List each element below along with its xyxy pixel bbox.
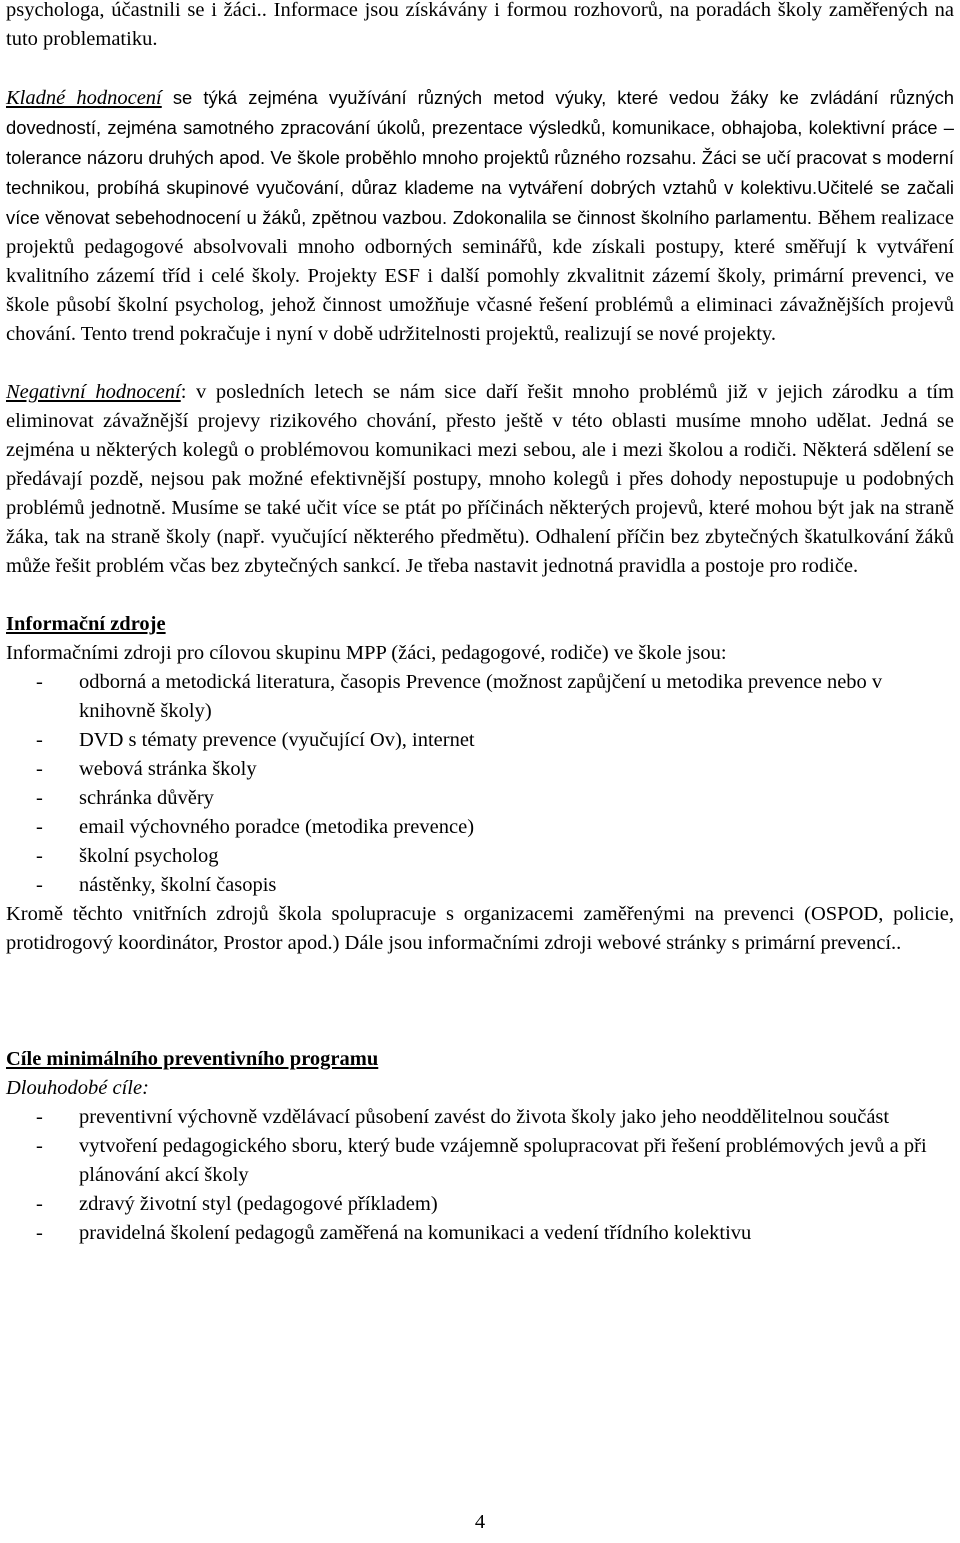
intro-text: psychologa, účastnili se i žáci.. Informace jsou získávány i formou rozhovorů, na poradách školy zaměřených na tuto problematiku. (6, 0, 954, 50)
list-item: - webová stránka školy (6, 755, 954, 784)
list-item: - vytvoření pedagogického sboru, který bude vzájemně spolupracovat při řešení problémových jevů a při plánování akcí školy (6, 1132, 954, 1190)
positive-evaluation-text-b: Ve škole proběhlo mnoho projektů různého rozsahu. Žáci se učí pracovat s moderní technikou, probíhá skupinové vyučování, důraz klademe na vytváření dobrých vztahů v kolektivu.Učitelé se začali více věnovat sebehodnocení u žáků, zpětnou vazbou. Zdokonalila se činnost školního parlamentu. (6, 147, 954, 228)
positive-evaluation-text-a: se týká zejména využívání různých metod výuky, které vedou žáky ke zvládání různých dovedností, zejména samotného zpracování úkolů, prezentace výsledků, komunikace, obhajoba, kolektivní práce – tolerance názoru druhých apod. (6, 87, 954, 168)
positive-evaluation-label: Kladné hodnocení (6, 87, 162, 109)
list-item: - schránka důvěry (6, 784, 954, 813)
long-term-goals-list (6, 1103, 954, 1248)
document-page (6, 0, 954, 1248)
long-term-goals-subheading: Dlouhodobé cíle: (6, 1077, 149, 1099)
intro-paragraph (6, 0, 954, 54)
list-item: - pravidelná školení pedagogů zaměřená na komunikaci a vedení třídního kolektivu (6, 1219, 954, 1248)
negative-evaluation-text: : v posledních letech se nám sice daří řešit mnoho problémů již v jejich zárodku a tím eliminovat závažnější projevy rizikového chování, přesto ještě v této oblasti musíme mnoho udělat. Jedná se zejména u některých kolegů o problémovou komunikaci mezi sebou, ale i mezi školou a rodiči. Některá sdělení se předávají pozdě, nejsou pak možné efektivnější postupy, mnoho kolegů i přes dohody nepostupuje u podobných problémů jednotně. Musíme se také učit více se ptát po příčinách některých projevů, které mohou být jak na straně žáka, tak na straně školy (např. vyučující některého předmětu). Odhalení příčin bez zbytečných škatulkování žáků může řešit problém včas bez zbytečných sankcí. Je třeba nastavit jednotná pravidla a postoje pro rodiče. (6, 381, 955, 577)
list-item: - odborná a metodická literatura, časopis Prevence (možnost zapůjčení u metodika prevence nebo v knihovně školy) (6, 668, 954, 726)
list-item: - DVD s tématy prevence (vyučující Ov), internet (6, 726, 954, 755)
positive-evaluation-paragraph (6, 83, 954, 349)
negative-evaluation-paragraph (6, 378, 954, 581)
information-sources-section (6, 610, 954, 958)
program-goals-section (6, 1045, 954, 1248)
list-item: - školní psycholog (6, 842, 954, 871)
information-sources-list (6, 668, 954, 900)
list-item: - email výchovného poradce (metodika prevence) (6, 813, 954, 842)
negative-evaluation-label: Negativní hodnocení (6, 381, 181, 403)
list-item: - preventivní výchovně vzdělávací působení zavést do života školy jako jeho neoddělitelnou součást (6, 1103, 954, 1132)
positive-evaluation-text-c: Během realizace projektů pedagogové absolvovali mnoho odborných seminářů, kde získali postupy, které směřují k vytváření kvalitního zázemí tříd i celé školy. Projekty ESF i další pomohly zkvalitnit zázemí školy, primární prevenci, ve škole působí školní psycholog, jehož činnost umožňuje včasné řešení problémů a eliminaci závažnějších projevů chování. Tento trend pokračuje i nyní v době udržitelnosti projektů, realizují se nové projekty. (6, 207, 954, 345)
information-sources-outro: Kromě těchto vnitřních zdrojů škola spolupracuje s organizacemi zaměřenými na prevenci (OSPOD, policie, protidrogový koordinátor, Prostor apod.) Dále jsou informačními zdroji webové stránky s primární prevencí.. (6, 903, 954, 954)
page-number: 4 (474, 1511, 486, 1533)
program-goals-heading: Cíle minimálního preventivního programu (6, 1048, 379, 1070)
list-item: - zdravý životní styl (pedagogové příkladem) (6, 1190, 954, 1219)
information-sources-heading: Informační zdroje (6, 613, 166, 635)
information-sources-intro: Informačními zdroji pro cílovou skupinu MPP (žáci, pedagogové, rodiče) ve škole jsou: (6, 642, 727, 664)
list-item: - nástěnky, školní časopis (6, 871, 954, 900)
